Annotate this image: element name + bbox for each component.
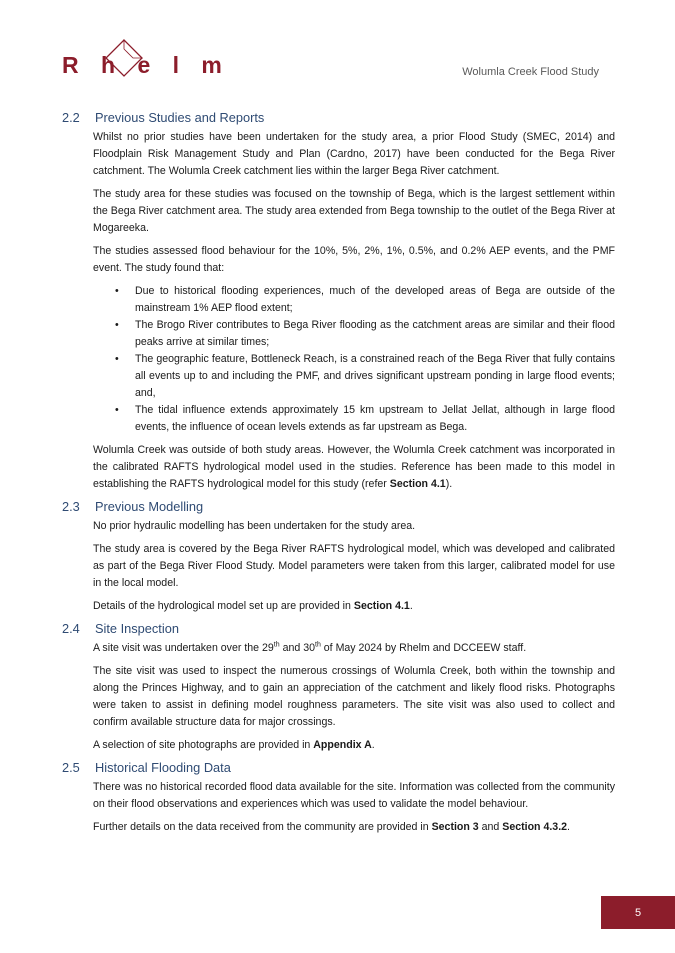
- section-heading: [62, 110, 615, 125]
- list-item: • The geographic feature, Bottleneck Reach, is a constrained reach of the Bega River that fully contains all events up to and including the PMF, and drives significant upstream ponding in large flood events; and,: [115, 353, 615, 399]
- section-title: Previous Modelling: [95, 499, 204, 514]
- section-reference: Section 4.1: [389, 478, 446, 490]
- main-content: [62, 110, 615, 842]
- bullet-icon: •: [115, 319, 119, 331]
- paragraph: The study area for these studies was focused on the township of Bega, which is the largest settlement within the Bega River catchment area. The study area extended from Bega township to the outlet of the Bega River at Mogareeka.: [93, 188, 615, 234]
- paragraph: The study area is covered by the Bega River RAFTS hydrological model, which was developed and calibrated as part of the Bega River Flood Study. Model parameters were taken from this larger, calibrated model for use in the local model.: [93, 543, 615, 589]
- section-title: Historical Flooding Data: [95, 760, 231, 775]
- section-title: Site Inspection: [95, 621, 179, 636]
- section-number: 2.3: [62, 499, 80, 514]
- list-item: • The tidal influence extends approximately 15 km upstream to Jellat Jellat, although in large flood events, the influence of ocean levels extends as far upstream as Bega.: [115, 404, 615, 433]
- section-number: 2.2: [62, 110, 80, 125]
- rhelm-logo: [62, 38, 230, 80]
- section-number: 2.4: [62, 621, 80, 636]
- paragraph: There was no historical recorded flood data available for the site. Information was collected from the community on their flood observations and experiences which was used to validate the model behaviour.: [93, 781, 615, 810]
- paragraph: Whilst no prior studies have been undertaken for the study area, a prior Flood Study (SMEC, 2014) and Floodplain Risk Management Study and Plan (Cardno, 2017) have been conducted for the Bega River catchment. The Wolumla Creek catchment lies within the larger Bega River catchment.: [93, 131, 615, 177]
- section-2-4: [62, 621, 615, 754]
- paragraph: Further details on the data received from the community are provided in Section 3 and Section 4.3.2.: [93, 821, 570, 833]
- section-heading: [62, 499, 615, 514]
- section-title: Previous Studies and Reports: [95, 110, 265, 125]
- paragraph: Details of the hydrological model set up are provided in Section 4.1.: [93, 600, 413, 612]
- paragraph: No prior hydraulic modelling has been undertaken for the study area.: [93, 520, 416, 532]
- logo-text: R h e l m: [62, 52, 230, 78]
- section-2-2: [62, 110, 615, 493]
- bullet-icon: •: [115, 404, 119, 416]
- section-2-5: [62, 760, 615, 836]
- section-heading: [62, 621, 615, 636]
- section-number: 2.5: [62, 760, 80, 775]
- section-2-3: [62, 499, 615, 615]
- bullet-icon: •: [115, 353, 119, 365]
- paragraph: Wolumla Creek was outside of both study areas. However, the Wolumla Creek catchment was incorporated in the calibrated RAFTS hydrological model used in the studies. Reference has been made to this model in establishing the RAFTS hydrological model for this study (refer Section 4.1).: [93, 444, 615, 490]
- document-title: Wolumla Creek Flood Study: [462, 66, 599, 78]
- page-number: 5: [634, 906, 642, 919]
- appendix-reference: Appendix A: [313, 739, 372, 751]
- section-reference: Section 4.1: [353, 600, 410, 612]
- section-reference: Section 4.3.2: [502, 821, 568, 833]
- paragraph: A site visit was undertaken over the 29th and 30th of May 2024 by Rhelm and DCCEEW staff.: [93, 641, 527, 654]
- paragraph: The studies assessed flood behaviour for the 10%, 5%, 2%, 1%, 0.5%, and 0.2% AEP events, and the PMF event. The study found that:: [93, 245, 615, 274]
- bullet-list: [93, 283, 615, 436]
- page-number-badge: [601, 896, 675, 929]
- bullet-icon: •: [115, 285, 119, 297]
- list-item: • Due to historical flooding experiences, much of the developed areas of Bega are outside of the mainstream 1% AEP flood extent;: [115, 285, 615, 314]
- list-item: • The Brogo River contributes to Bega River flooding as the catchment areas are similar and their flood peaks arrive at similar times;: [115, 319, 615, 348]
- paragraph: A selection of site photographs are provided in Appendix A.: [93, 739, 375, 751]
- paragraph: The site visit was used to inspect the numerous crossings of Wolumla Creek, both within the township and along the Princes Highway, and to gain an appreciation of the catchment and likely flood risks. Photographs were taken to assist in defining model roughness parameters. The site visit was also used to collect and confirm available structure data for major crossings.: [93, 665, 615, 728]
- section-reference: Section 3: [431, 821, 479, 833]
- section-heading: [62, 760, 615, 775]
